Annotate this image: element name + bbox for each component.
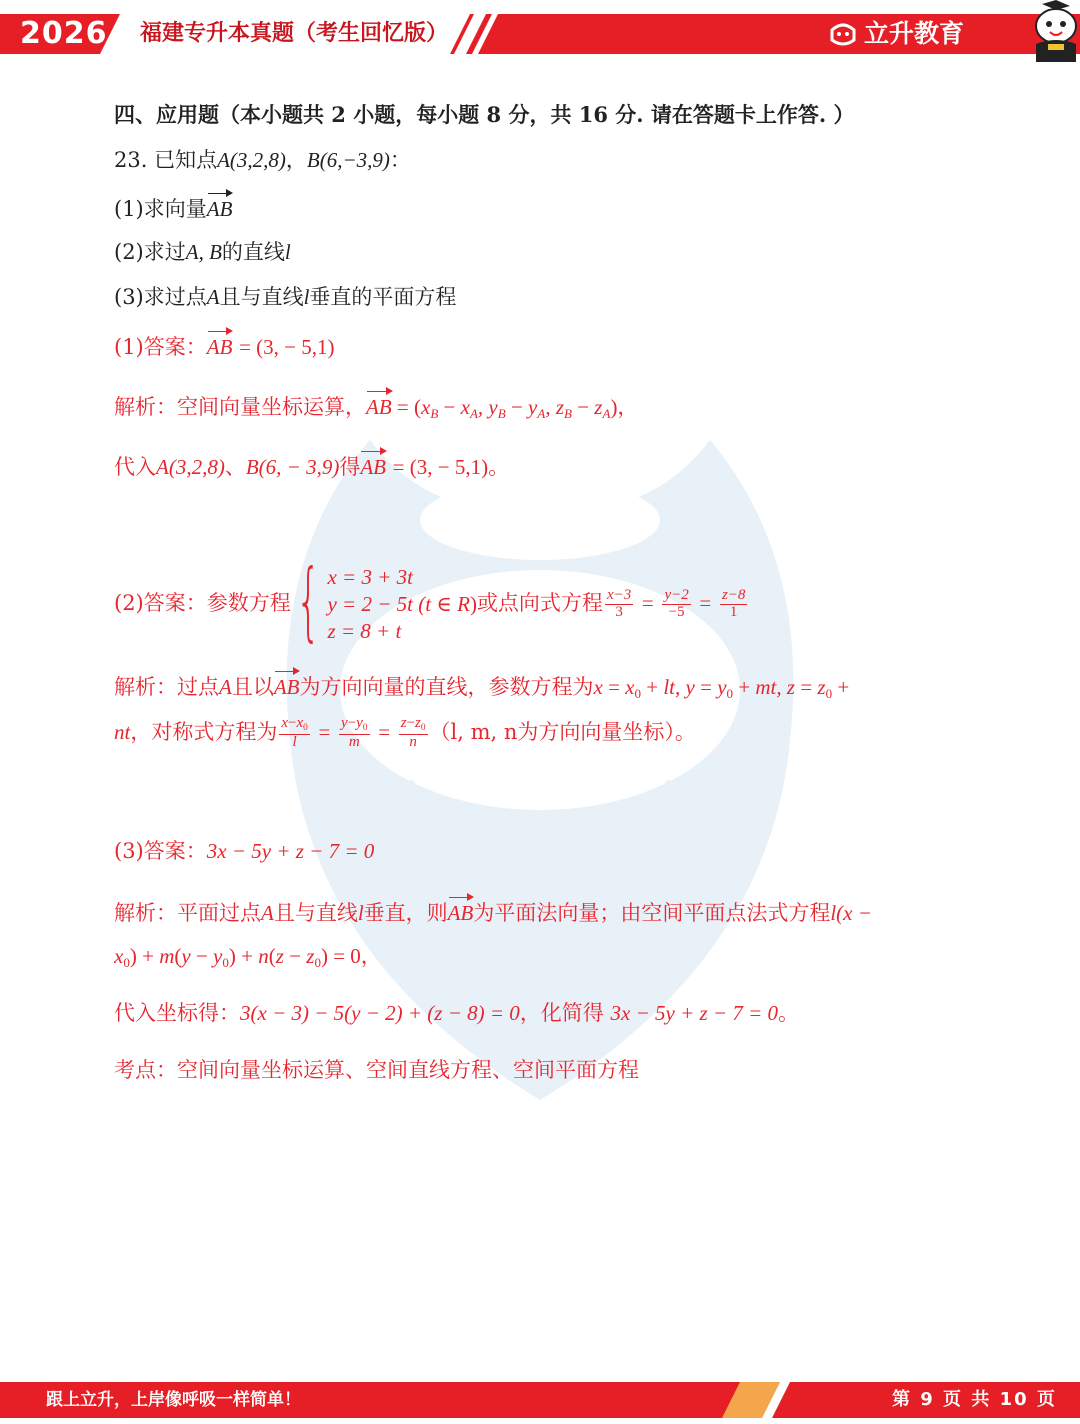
solution-1-vector: AB bbox=[366, 390, 392, 422]
solution-3-mid2: 垂直，则 bbox=[363, 901, 448, 925]
fraction-z: $\frac{z-8}{1}$ bbox=[721, 587, 746, 620]
param-x: x = 3 + 3t bbox=[327, 565, 413, 589]
header-brand bbox=[828, 14, 964, 54]
answer-2-or: 或点向式方程 bbox=[476, 591, 603, 615]
question-lead: 已知点 bbox=[154, 148, 218, 172]
knowledge-points: 考点：空间向量坐标运算、空间直线方程、空间平面方程 bbox=[114, 1058, 639, 1082]
solution-1-label: 解析：空间向量坐标运算， bbox=[114, 395, 366, 419]
answer-3 bbox=[114, 836, 374, 866]
answer-2-label: (2)答案：参数方程 bbox=[114, 591, 291, 615]
solution-1-lead: 代入 bbox=[114, 455, 156, 479]
answer-2 bbox=[114, 550, 749, 651]
mascot-icon bbox=[1022, 0, 1080, 62]
solution-3-label: 解析：平面过点 bbox=[114, 901, 261, 925]
parametric-system bbox=[291, 550, 477, 651]
section-heading: 四、应用题（本小题共 2 小题，每小题 8 分，共 16 分. 请在答题卡上作答. ） bbox=[114, 102, 855, 127]
solution-3-sub-eq: 3(x − 3) − 5(y − 2) + (z − 8) = 0 bbox=[240, 1001, 520, 1025]
brace-icon: { bbox=[295, 550, 321, 651]
solution-2-sym: ，对称式方程为 bbox=[130, 720, 278, 744]
sym-fraction-x: $\frac{x-x_0}{l}$ bbox=[281, 715, 308, 750]
solution-3-l: l bbox=[357, 901, 364, 925]
part-2-label: (2) bbox=[114, 240, 144, 264]
solution-2-line-2: nt，对称式方程为 $\frac{x-x_0}{l}$ = $\frac{y-y_0}{m}$ = $\frac{z-z_0}{n}$ （l, m, n为方向向量坐标）。 bbox=[114, 715, 696, 750]
part-3-mid: 且与直线 bbox=[219, 285, 304, 309]
part-3-text: 求过点 bbox=[143, 285, 207, 309]
sym-fraction-z: $\frac{z-z_0}{n}$ bbox=[400, 715, 426, 750]
point-a-ref: A bbox=[206, 285, 220, 309]
solution-3-line-2 bbox=[114, 941, 382, 978]
question-stem bbox=[114, 145, 411, 175]
fraction-x: $\frac{x-3}{3}$ bbox=[606, 587, 632, 620]
vector-ab: AB bbox=[207, 192, 233, 224]
line-l: l bbox=[284, 240, 291, 264]
brand-name: 立升教育 bbox=[864, 19, 965, 48]
question-part-2 bbox=[114, 237, 291, 267]
points-ab: A, B bbox=[185, 240, 222, 264]
solution-2-vector: AB bbox=[274, 670, 300, 702]
answer-1-vector: AB bbox=[207, 330, 233, 362]
point-b: B(6,−3,9) bbox=[306, 148, 390, 172]
solution-3-a: A bbox=[261, 901, 274, 925]
question-part-1 bbox=[114, 192, 232, 224]
part-3-label: (3) bbox=[114, 285, 144, 309]
solution-2-a: A bbox=[219, 675, 232, 699]
solution-1-point-b: B(6, − 3,9) bbox=[245, 455, 340, 479]
solution-2-mid: 且以 bbox=[231, 675, 274, 699]
equals-2: = bbox=[699, 591, 712, 615]
solution-3-mid3: 为平面法向量；由空间平面点法式方程 bbox=[473, 901, 831, 925]
solution-2-nt: nt bbox=[114, 720, 131, 744]
separator: ， bbox=[285, 148, 307, 172]
solution-3-tail: l(x − bbox=[830, 901, 872, 925]
part-1-text: 求向量 bbox=[143, 197, 207, 221]
page-footer bbox=[0, 1382, 1080, 1418]
answer-3-label: (3)答案： bbox=[114, 839, 207, 863]
question-number: 23. bbox=[114, 148, 148, 172]
solution-2-mid2: 为方向向量的直线，参数方程为 bbox=[299, 675, 594, 699]
answer-1-value: = (3, − 5,1) bbox=[239, 335, 335, 359]
question-part-3 bbox=[114, 282, 456, 312]
solution-1-formula: = ($x_B - x_A$, $y_B - y_A$, $z_B - z_A$)， bbox=[396, 395, 639, 421]
solution-2-paren: （l, m, n为方向向量坐标）。 bbox=[429, 720, 696, 744]
colon: ： bbox=[389, 148, 411, 172]
part-1-label: (1) bbox=[114, 197, 144, 221]
solution-3-mid: 且与直线 bbox=[273, 901, 358, 925]
param-y: y = 2 − 5t (t ∈ R) bbox=[327, 592, 477, 616]
solution-3-sub-label: 代入坐标得： bbox=[114, 1001, 240, 1025]
solution-1-dun: 、 bbox=[224, 455, 246, 479]
solution-1-result: = (3, − 5,1)。 bbox=[392, 455, 510, 479]
sym-fraction-y: $\frac{y-y_0}{m}$ bbox=[341, 715, 368, 750]
solution-1-line-2 bbox=[114, 450, 509, 482]
solution-3-sub-result: 3x − 5y + z − 7 = 0 bbox=[610, 1001, 778, 1025]
equals-1: = bbox=[641, 591, 654, 615]
line-l-ref: l bbox=[303, 285, 310, 309]
solution-3-line-1 bbox=[114, 896, 872, 928]
solution-2-label: 解析：过点 bbox=[114, 675, 219, 699]
solution-2-line-1 bbox=[114, 670, 849, 709]
footer-slogan: 跟上立升，上岸像呼吸一样简单！ bbox=[46, 1390, 301, 1410]
solution-1-vector-2: AB bbox=[360, 450, 386, 482]
part-2-tail: 的直线 bbox=[221, 240, 285, 264]
param-z: z = 8 + t bbox=[327, 619, 402, 643]
part-3-tail: 垂直的平面方程 bbox=[309, 285, 457, 309]
answer-3-value: 3x − 5y + z − 7 = 0 bbox=[206, 839, 375, 863]
fraction-y: $\frac{y-2}{-5}$ bbox=[664, 587, 689, 620]
brand-logo-icon bbox=[828, 20, 858, 48]
solution-2-param: $x = x_0$ + lt, $y = y_0$ + mt, $z = z_0$ + bbox=[593, 675, 850, 701]
solution-1-line-1 bbox=[114, 390, 638, 429]
header-year: 2026 bbox=[20, 16, 108, 51]
solution-1-point-a: A(3,2,8) bbox=[156, 455, 225, 479]
solution-3-formula: $x_0) + m(y - y_0) + n(z - z_0) = 0$， bbox=[114, 944, 382, 970]
answer-1-label: (1)答案： bbox=[114, 335, 207, 359]
solution-3-sub-end: 。 bbox=[778, 1001, 799, 1025]
point-a: A(3,2,8) bbox=[217, 148, 286, 172]
solution-1-de: 得 bbox=[339, 455, 361, 479]
solution-3-sub-mid: ，化简得 bbox=[519, 1001, 611, 1025]
solution-3-vector: AB bbox=[448, 896, 474, 928]
page-number: 第 9 页 共 10 页 bbox=[892, 1389, 1057, 1410]
solution-3-line-3 bbox=[114, 998, 799, 1028]
page-header bbox=[0, 0, 1080, 84]
part-2-text: 求过 bbox=[143, 240, 186, 264]
answer-1 bbox=[114, 330, 335, 362]
header-title: 福建专升本真题（考生回忆版） bbox=[140, 21, 449, 46]
